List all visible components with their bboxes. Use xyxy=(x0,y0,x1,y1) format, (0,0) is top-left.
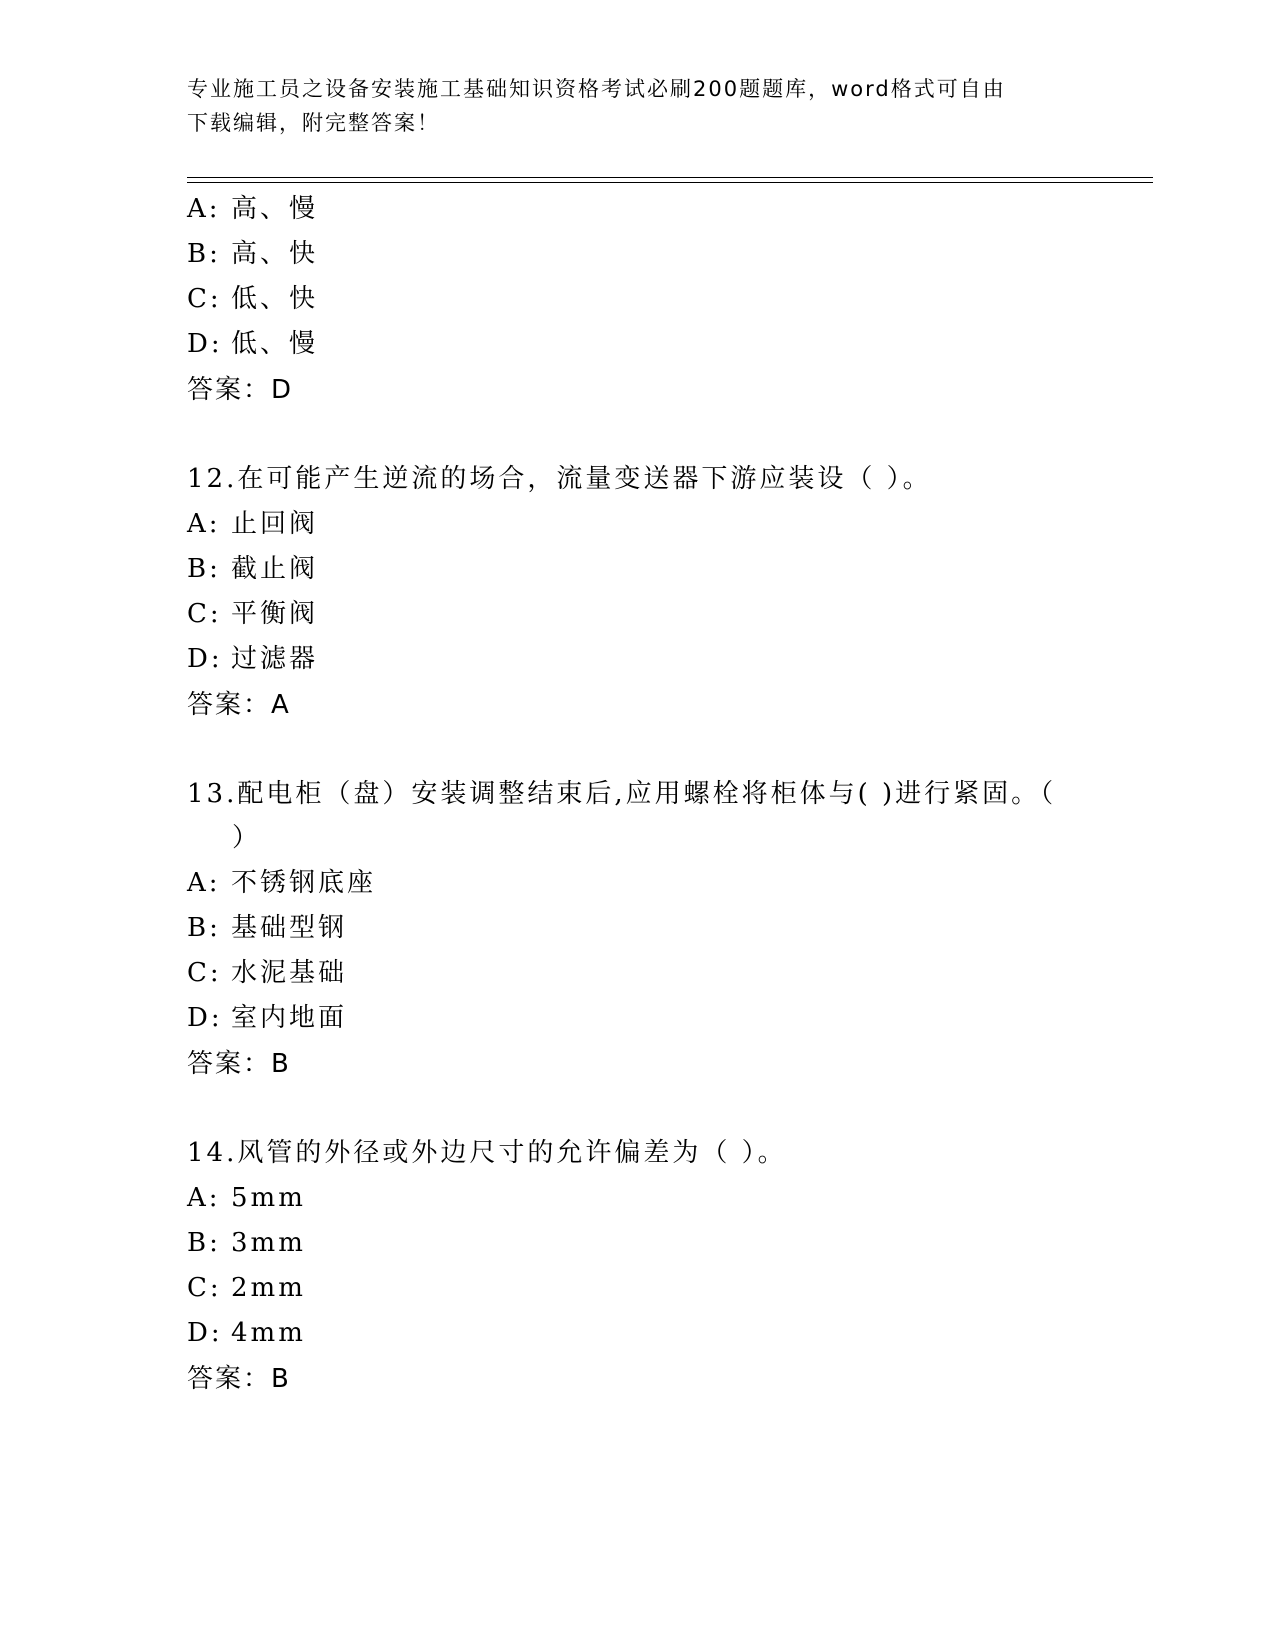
header-divider-top xyxy=(187,177,1153,178)
option-text: 基础型钢 xyxy=(231,913,348,943)
option-text: 过滤器 xyxy=(231,644,319,674)
option-letter: B: xyxy=(187,239,221,269)
option-text: 水泥基础 xyxy=(231,958,348,988)
option-text: 止回阀 xyxy=(231,509,319,539)
question-stem: 14.风管的外径或外边尺寸的允许偏差为（ ）。 xyxy=(187,1138,787,1168)
option-d xyxy=(187,643,318,675)
header-line-2: 下载编辑，附完整答案！ xyxy=(187,111,440,135)
option-letter: C: xyxy=(187,958,222,988)
option-a xyxy=(187,1182,306,1214)
answer-line: 答案：A xyxy=(187,690,291,720)
option-letter: C: xyxy=(187,284,222,314)
option-text: 3mm xyxy=(231,1228,306,1258)
option-letter: D: xyxy=(187,644,223,674)
option-b xyxy=(187,553,318,585)
option-text: 低、慢 xyxy=(231,329,319,359)
option-b xyxy=(187,1227,306,1259)
option-letter: A: xyxy=(187,1183,221,1213)
header-line-1: 专业施工员之设备安装施工基础知识资格考试必刷200题题库，word格式可自由 xyxy=(187,77,1006,101)
option-text: 平衡阀 xyxy=(231,599,319,629)
option-c xyxy=(187,283,318,315)
option-c xyxy=(187,1272,306,1304)
option-b xyxy=(187,238,318,270)
option-letter: B: xyxy=(187,913,221,943)
option-letter: B: xyxy=(187,1228,221,1258)
option-letter: D: xyxy=(187,329,223,359)
option-text: 4mm xyxy=(231,1318,306,1348)
option-text: 2mm xyxy=(231,1273,306,1303)
option-text: 低、快 xyxy=(231,284,319,314)
header-divider-bottom xyxy=(187,182,1153,183)
option-text: 室内地面 xyxy=(231,1003,348,1033)
question-stem: 12.在可能产生逆流的场合，流量变送器下游应装设（ ）。 xyxy=(187,464,932,494)
option-a xyxy=(187,508,318,540)
option-text: 高、慢 xyxy=(231,194,319,224)
option-letter: D: xyxy=(187,1318,223,1348)
answer-line: 答案：D xyxy=(187,375,294,405)
option-letter: D: xyxy=(187,1003,223,1033)
option-letter: C: xyxy=(187,599,222,629)
option-letter: A: xyxy=(187,868,221,898)
option-text: 截止阀 xyxy=(231,554,319,584)
question-stem: 13.配电柜（盘）安装调整结束后,应用螺栓将柜体与( )进行紧固。（ xyxy=(187,779,1057,809)
answer-line: 答案：B xyxy=(187,1049,291,1079)
option-letter: A: xyxy=(187,509,221,539)
option-letter: A: xyxy=(187,194,221,224)
document-header xyxy=(187,72,1067,140)
answer-line: 答案：B xyxy=(187,1364,291,1394)
question-stem-continuation: ） xyxy=(232,823,262,853)
option-d xyxy=(187,328,318,360)
option-a xyxy=(187,193,318,225)
option-letter: B: xyxy=(187,554,221,584)
option-a xyxy=(187,867,376,899)
option-c xyxy=(187,598,318,630)
option-d xyxy=(187,1002,347,1034)
option-text: 高、快 xyxy=(231,239,319,269)
option-text: 不锈钢底座 xyxy=(231,868,377,898)
option-b xyxy=(187,912,347,944)
option-d xyxy=(187,1317,306,1349)
option-letter: C: xyxy=(187,1273,222,1303)
option-c xyxy=(187,957,347,989)
option-text: 5mm xyxy=(231,1183,306,1213)
